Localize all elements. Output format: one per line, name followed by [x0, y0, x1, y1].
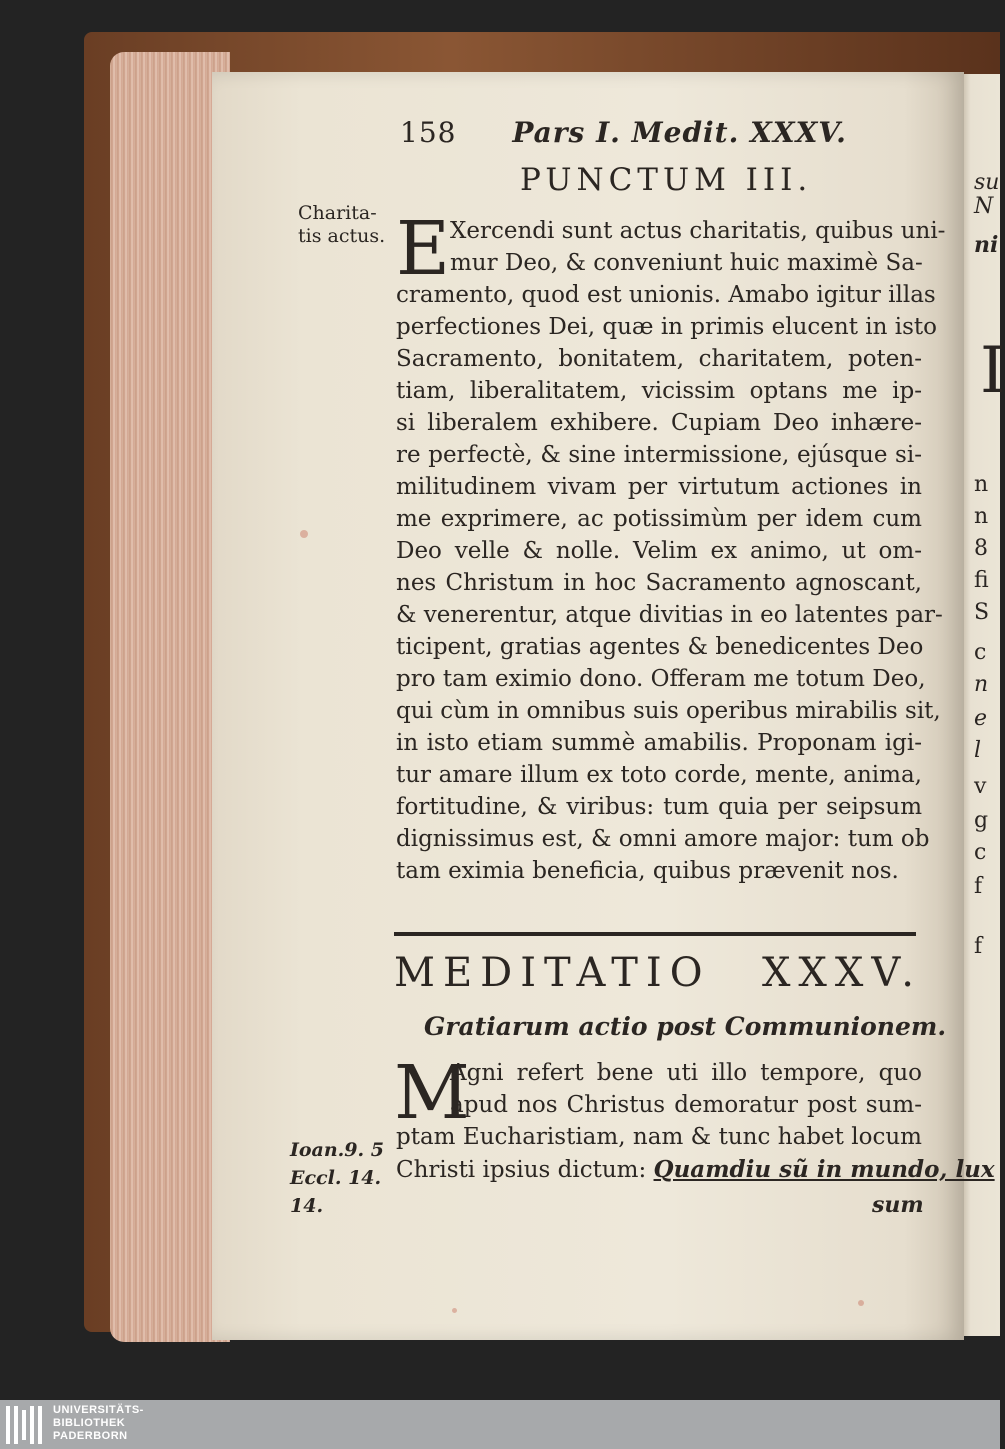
library-footer-bar — [0, 1400, 1000, 1449]
text-line-plain: Christi ipsius dictum: — [396, 1157, 654, 1183]
facing-fragment: I — [980, 334, 1005, 408]
facing-fragment: ni — [974, 232, 999, 258]
facing-fragment: f — [974, 934, 983, 959]
text-line: qui cùm in omnibus suis operibus mirabilis sit, — [396, 698, 941, 724]
facing-fragment: e — [974, 706, 988, 731]
text-line: me exprimere, ac potissimùm per idem cum — [396, 506, 922, 532]
library-name-line: BIBLIOTHEK — [53, 1417, 126, 1429]
facing-fragment: 8 — [974, 536, 988, 561]
margin-note-line: Charita- — [298, 202, 377, 224]
margin-note-line: tis actus. — [298, 225, 386, 247]
margin-note-line: Eccl. 14. — [290, 1167, 382, 1189]
text-line — [396, 1156, 995, 1183]
facing-fragment: fi — [974, 568, 989, 593]
text-line: tiam, liberalitatem, vicissim optans me ip- — [396, 378, 922, 404]
facing-fragment: su — [974, 170, 1000, 195]
facing-fragment: N — [974, 194, 994, 219]
facing-fragment: n — [974, 672, 989, 697]
section-heading: PUNCTUM III. — [520, 162, 813, 198]
text-line: in isto etiam summè amabilis. Proponam igi- — [396, 730, 922, 756]
facing-fragment: c — [974, 840, 987, 865]
library-name-line: PADERBORN — [53, 1430, 128, 1442]
drop-cap: E — [396, 206, 451, 292]
text-line: ptam Eucharistiam, nam & tunc habet locum — [396, 1124, 922, 1150]
margin-note-charitatis — [298, 202, 385, 248]
scripture-quote: Quamdiu sũ in mundo, lux — [653, 1156, 995, 1183]
facing-fragment: n — [974, 472, 989, 497]
text-line: Xercendi sunt actus charitatis, quibus uni- — [450, 218, 946, 244]
text-line: militudinem vivam per virtutum actiones in — [396, 474, 922, 500]
text-line: cramento, quod est unionis. Amabo igitur illas — [396, 282, 936, 308]
text-line: nes Christum in hoc Sacramento agnoscant, — [396, 570, 922, 596]
text-line: tam eximia beneficia, quibus prævenit nos. — [396, 858, 899, 884]
margin-note-line: Ioan.9. 5 — [290, 1139, 384, 1161]
text-line: ticipent, gratias agentes & benedicentes Deo — [396, 634, 924, 660]
stain — [300, 530, 308, 538]
facing-fragment: g — [974, 808, 989, 833]
library-logo-icon — [6, 1406, 46, 1444]
text-line: Deo velle & nolle. Velim ex animo, ut om- — [396, 538, 922, 564]
text-line: mur Deo, & conveniunt huic maximè Sa- — [450, 250, 923, 276]
facing-fragment: S — [974, 600, 990, 625]
library-name — [53, 1404, 144, 1443]
facing-fragment: c — [974, 640, 987, 665]
catchword: sum — [872, 1192, 924, 1218]
text-line: apud nos Christus demoratur post sum- — [450, 1092, 922, 1118]
text-line: dignissimus est, & omni amore major: tum ob — [396, 826, 930, 852]
text-line: fortitudine, & viribus: tum quia per seipsum — [396, 794, 922, 820]
page-number: 158 — [400, 116, 457, 149]
library-name-line: UNIVERSITÄTS- — [53, 1404, 144, 1416]
text-line: si liberalem exhibere. Cupiam Deo inhære- — [396, 410, 922, 436]
facing-page-edge — [958, 74, 1005, 1336]
facing-fragment: f — [974, 874, 983, 899]
running-head — [400, 116, 847, 149]
text-line: & venerentur, atque divitias in eo latentes par- — [396, 602, 943, 628]
text-line: perfectiones Dei, quæ in primis elucent in isto — [396, 314, 938, 340]
margin-note-line: 14. — [290, 1195, 324, 1217]
facing-fragment: l — [974, 738, 982, 763]
section-divider — [394, 932, 916, 936]
text-line: pro tam eximio dono. Offeram me totum Deo, — [396, 666, 926, 692]
text-line: Agni refert bene uti illo tempore, quo — [450, 1060, 922, 1086]
stain — [858, 1300, 864, 1306]
text-line: tur amare illum ex toto corde, mente, anima, — [396, 762, 922, 788]
text-line: re perfectè, & sine intermissione, ejúsque si- — [396, 442, 922, 468]
facing-fragment: v — [974, 774, 987, 799]
stain — [452, 1308, 457, 1313]
running-title: Pars I. Medit. XXXV. — [512, 116, 847, 149]
drop-cap: M — [394, 1050, 470, 1136]
margin-note-citation — [290, 1136, 384, 1220]
text-line: Sacramento, bonitatem, charitatem, poten- — [396, 346, 922, 372]
facing-fragment: n — [974, 504, 989, 529]
meditation-title: MEDITATIO XXXV. — [394, 950, 922, 996]
meditation-subtitle: Gratiarum actio post Communionem. — [424, 1012, 947, 1041]
